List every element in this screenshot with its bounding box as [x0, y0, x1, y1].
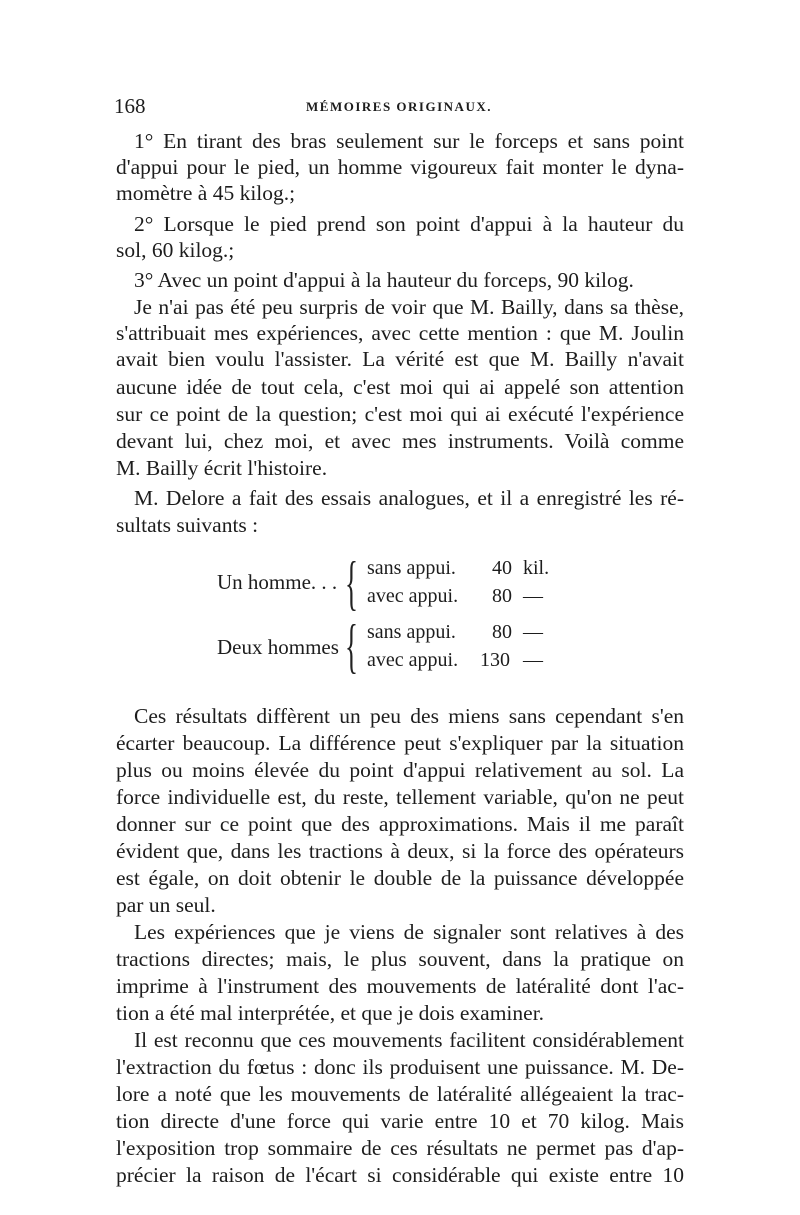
table-cell-condition: sans appui. — [367, 557, 456, 579]
text-line: avait bien voulu l'assister. La vérité est que M. Bailly n'avait — [116, 347, 684, 371]
text-line: est égale, on doit obtenir le double de la puissance développée — [116, 866, 684, 890]
text-line: momètre à 45 kilog.; — [116, 181, 296, 205]
text-line: lore a noté que les mouvements de latéralité allégeaient la trac- — [116, 1082, 684, 1106]
table-cell-value: 130 — [480, 649, 510, 671]
table-cell-value: 80 — [492, 621, 512, 643]
table-row-label: Un homme. . . — [217, 570, 338, 594]
text-line: aucune idée de tout cela, c'est moi qui ai appelé son attention — [116, 375, 684, 399]
text-line: Je n'ai pas été peu surpris de voir que M. Bailly, dans sa thèse, — [134, 295, 684, 319]
text-line: Les expériences que je viens de signaler sont relatives à des — [134, 920, 684, 944]
text-line: devant lui, chez moi, et avec mes instruments. Voilà comme — [116, 429, 684, 453]
text-line: écarter beaucoup. La différence peut s'expliquer par la situation — [116, 731, 684, 755]
text-line: Il est reconnu que ces mouvements facilitent considérablement — [134, 1028, 684, 1052]
brace-icon: { — [345, 613, 358, 679]
text-line: M. Bailly écrit l'histoire. — [116, 456, 328, 480]
text-line: 1° En tirant des bras seulement sur le forceps et sans point — [134, 129, 684, 153]
text-line: l'exposition trop sommaire de ces résultats ne permet pas d'ap- — [116, 1136, 684, 1160]
table-cell-unit: — — [523, 649, 543, 671]
text-line: Ces résultats diffèrent un peu des miens sans cependant s'en — [134, 704, 684, 728]
table-cell-unit: — — [523, 621, 543, 643]
text-line: sultats suivants : — [116, 513, 259, 537]
text-line: d'appui pour le pied, un homme vigoureux fait monter le dyna- — [116, 155, 684, 179]
text-line: M. Delore a fait des essais analogues, et il a enregistré les ré- — [134, 486, 684, 510]
text-line: 3° Avec un point d'appui à la hauteur du forceps, 90 kilog. — [134, 268, 634, 292]
text-line: l'extraction du fœtus : donc ils produisent une puissance. M. De- — [116, 1055, 684, 1079]
page-header — [114, 94, 684, 120]
table-cell-unit: kil. — [523, 557, 550, 579]
text-line: force individuelle est, du reste, tellement variable, qu'on ne peut — [116, 785, 684, 809]
running-title: MÉMOIRES ORIGINAUX. — [306, 99, 492, 114]
text-line: précier la raison de l'écart si considérable qui existe entre 10 — [116, 1163, 684, 1187]
text-line: imprime à l'instrument des mouvements de latéralité dont l'ac- — [116, 974, 684, 998]
table-row-label: Deux hommes — [217, 635, 339, 659]
text-line: s'attribuait mes expériences, avec cette mention : que M. Joulin — [116, 321, 684, 345]
page-number: 168 — [114, 94, 146, 118]
table-cell-condition: avec appui. — [367, 585, 459, 607]
text-line: plus ou moins élevée du point d'appui relativement au sol. La — [116, 758, 684, 782]
text-line: sol, 60 kilog.; — [116, 238, 235, 262]
text-line: sur ce point de la question; c'est moi qui ai exécuté l'expérience — [116, 402, 684, 426]
text-line: 2° Lorsque le pied prend son point d'appui à la hauteur du — [134, 212, 684, 236]
text-line: tractions directes; mais, le plus souvent, dans la pratique on — [116, 947, 684, 971]
table-cell-condition: avec appui. — [367, 649, 459, 671]
text-line: tion a été mal interprétée, et que je dois examiner. — [116, 1001, 545, 1025]
text-line: par un seul. — [116, 893, 216, 917]
text-line: donner sur ce point que des approximations. Mais il me paraît — [116, 812, 684, 836]
table-cell-unit: — — [523, 585, 543, 607]
text-line: évident que, dans les tractions à deux, si la force des opérateurs — [116, 839, 684, 863]
brace-icon: { — [345, 550, 358, 616]
table-cell-value: 80 — [492, 585, 512, 607]
table-cell-value: 40 — [492, 557, 512, 579]
text-line: tion directe d'une force qui varie entre 10 et 70 kilog. Mais — [116, 1109, 684, 1133]
table-cell-condition: sans appui. — [367, 621, 456, 643]
